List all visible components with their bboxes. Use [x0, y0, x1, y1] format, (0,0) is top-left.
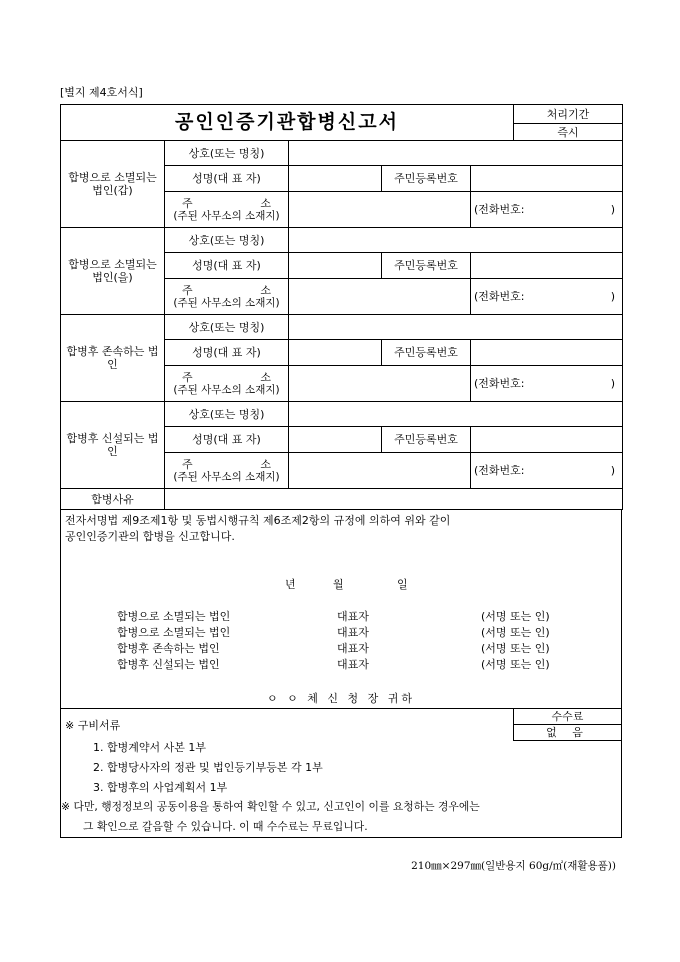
- registration-number-field[interactable]: [471, 253, 623, 279]
- phone-close: ): [610, 203, 616, 216]
- phone-field[interactable]: [471, 453, 623, 489]
- representative-label: 성명(대 표 자): [165, 427, 289, 453]
- registration-number-field[interactable]: [471, 340, 623, 366]
- phone-field[interactable]: [471, 192, 623, 228]
- address-label: [165, 453, 289, 489]
- signer-role: 대표자: [337, 658, 369, 671]
- signature-field[interactable]: (서명 또는 인): [481, 658, 550, 671]
- declaration-text: [65, 513, 605, 545]
- company-label: 상호(또는 명칭): [165, 228, 289, 253]
- company-label: 상호(또는 명칭): [165, 315, 289, 340]
- phone-close: ): [610, 290, 616, 303]
- address-label-sub: (주된 사무소의 소재지): [173, 470, 280, 483]
- address-label-main: [168, 284, 285, 297]
- phone-field[interactable]: [471, 366, 623, 402]
- fee-value: 없 음: [514, 724, 621, 740]
- section-label: 합병후 존속하는 법인: [61, 315, 165, 402]
- representative-field[interactable]: [289, 253, 382, 279]
- registration-number-field[interactable]: [471, 427, 623, 453]
- representative-label: 성명(대 표 자): [165, 253, 289, 279]
- company-field[interactable]: [289, 141, 623, 166]
- phone-field[interactable]: [471, 279, 623, 315]
- registration-number-label: 주민등록번호: [382, 427, 471, 453]
- fee-box: [513, 708, 622, 741]
- paper-size: 210㎜×297㎜(일반용지 60g/㎡(재활용품)): [411, 860, 616, 872]
- address-label-sub: (주된 사무소의 소재지): [173, 296, 280, 309]
- signer-entity: 합병후 신설되는 법인: [117, 658, 220, 671]
- company-field[interactable]: [289, 228, 623, 253]
- signer-row: [61, 640, 621, 656]
- address-label-sub: (주된 사무소의 소재지): [173, 209, 280, 222]
- company-field[interactable]: [289, 315, 623, 340]
- representative-field[interactable]: [289, 427, 382, 453]
- processing-value: 즉시: [514, 124, 623, 141]
- reason-field[interactable]: [165, 489, 623, 510]
- form-number: [별지 제4호서식]: [60, 86, 143, 99]
- signer-entity: 합병후 존속하는 법인: [117, 642, 220, 655]
- address-label-b: 소: [260, 457, 271, 471]
- address-label: [165, 366, 289, 402]
- signature-field[interactable]: (서명 또는 인): [481, 642, 550, 655]
- documents-note-1: ※ 다만, 행정정보의 공동이용을 통하여 확인할 수 있고, 신고인이 이를 요청하는 경우에는: [61, 800, 480, 813]
- address-label: [165, 192, 289, 228]
- signer-role: 대표자: [337, 626, 369, 639]
- address-label-main: [168, 371, 285, 384]
- processing-label: 처리기간: [514, 105, 623, 124]
- form-title: 공인인증기관합병신고서: [61, 105, 514, 141]
- address-label-main: [168, 458, 285, 471]
- address-label-a: 주: [182, 196, 193, 210]
- section-label: 합병으로 소멸되는 법인(을): [61, 228, 165, 315]
- declaration-line-1: 전자서명법 제9조제1항 및 동법시행규칙 제6조제2항의 규정에 의하여 위와 같이: [65, 514, 451, 527]
- registration-number-label: 주민등록번호: [382, 166, 471, 192]
- company-label: 상호(또는 명칭): [165, 141, 289, 166]
- address-field[interactable]: [289, 453, 471, 489]
- phone-close: ): [610, 464, 616, 477]
- address-label-sub: (주된 사무소의 소재지): [173, 383, 280, 396]
- signer-row: [61, 656, 621, 672]
- address-label-main: [168, 197, 285, 210]
- address-label: [165, 279, 289, 315]
- date-day[interactable]: 일: [397, 578, 408, 591]
- signer-role: 대표자: [337, 610, 369, 623]
- address-label-a: 주: [182, 370, 193, 384]
- registration-number-label: 주민등록번호: [382, 253, 471, 279]
- signature-field[interactable]: (서명 또는 인): [481, 610, 550, 623]
- sections-table: [60, 140, 623, 510]
- signer-row: [61, 624, 621, 640]
- representative-field[interactable]: [289, 166, 382, 192]
- address-label-b: 소: [260, 196, 271, 210]
- address-field[interactable]: [289, 279, 471, 315]
- signer-entity: 합병으로 소멸되는 법인: [117, 610, 231, 623]
- document-item: 2. 합병당사자의 정관 및 법인등기부등본 각 1부: [93, 761, 323, 774]
- address-field[interactable]: [289, 366, 471, 402]
- signer-role: 대표자: [337, 642, 369, 655]
- documents-note-2: 그 확인으로 갈음할 수 있습니다. 이 때 수수료는 무료입니다.: [83, 820, 368, 833]
- address-label-b: 소: [260, 370, 271, 384]
- company-field[interactable]: [289, 402, 623, 427]
- documents-block: [60, 709, 622, 838]
- address-label-a: 주: [182, 457, 193, 471]
- section-label: 합병으로 소멸되는 법인(갑): [61, 141, 165, 228]
- representative-label: 성명(대 표 자): [165, 340, 289, 366]
- document-item: 3. 합병후의 사업계획서 1부: [93, 781, 228, 794]
- registration-number-label: 주민등록번호: [382, 340, 471, 366]
- signer-row: [61, 608, 621, 624]
- address-label-a: 주: [182, 283, 193, 297]
- registration-number-field[interactable]: [471, 166, 623, 192]
- representative-field[interactable]: [289, 340, 382, 366]
- declaration-line-2: 공인인증기관의 합병을 신고합니다.: [65, 530, 235, 543]
- fee-label: 수수료: [551, 710, 584, 723]
- representative-label: 성명(대 표 자): [165, 166, 289, 192]
- documents-header: ※ 구비서류: [65, 719, 121, 732]
- phone-label: (전화번호:: [474, 290, 525, 303]
- company-label: 상호(또는 명칭): [165, 402, 289, 427]
- phone-close: ): [610, 377, 616, 390]
- signature-field[interactable]: (서명 또는 인): [481, 626, 550, 639]
- signer-entity: 합병으로 소멸되는 법인: [117, 626, 231, 639]
- header-table: [60, 104, 623, 141]
- phone-label: (전화번호:: [474, 377, 525, 390]
- document-item: 1. 합병계약서 사본 1부: [93, 741, 206, 754]
- report-form: [60, 104, 622, 838]
- address-field[interactable]: [289, 192, 471, 228]
- date-year[interactable]: 년: [285, 578, 296, 591]
- declaration-block: [60, 510, 622, 709]
- section-label: 합병후 신설되는 법인: [61, 402, 165, 489]
- recipient: ㅇ ㅇ 체 신 청 장 귀하: [267, 692, 415, 705]
- phone-label: (전화번호:: [474, 464, 525, 477]
- address-label-b: 소: [260, 283, 271, 297]
- phone-label: (전화번호:: [474, 203, 525, 216]
- reason-label: 합병사유: [61, 489, 165, 510]
- date-month[interactable]: 월: [333, 578, 344, 591]
